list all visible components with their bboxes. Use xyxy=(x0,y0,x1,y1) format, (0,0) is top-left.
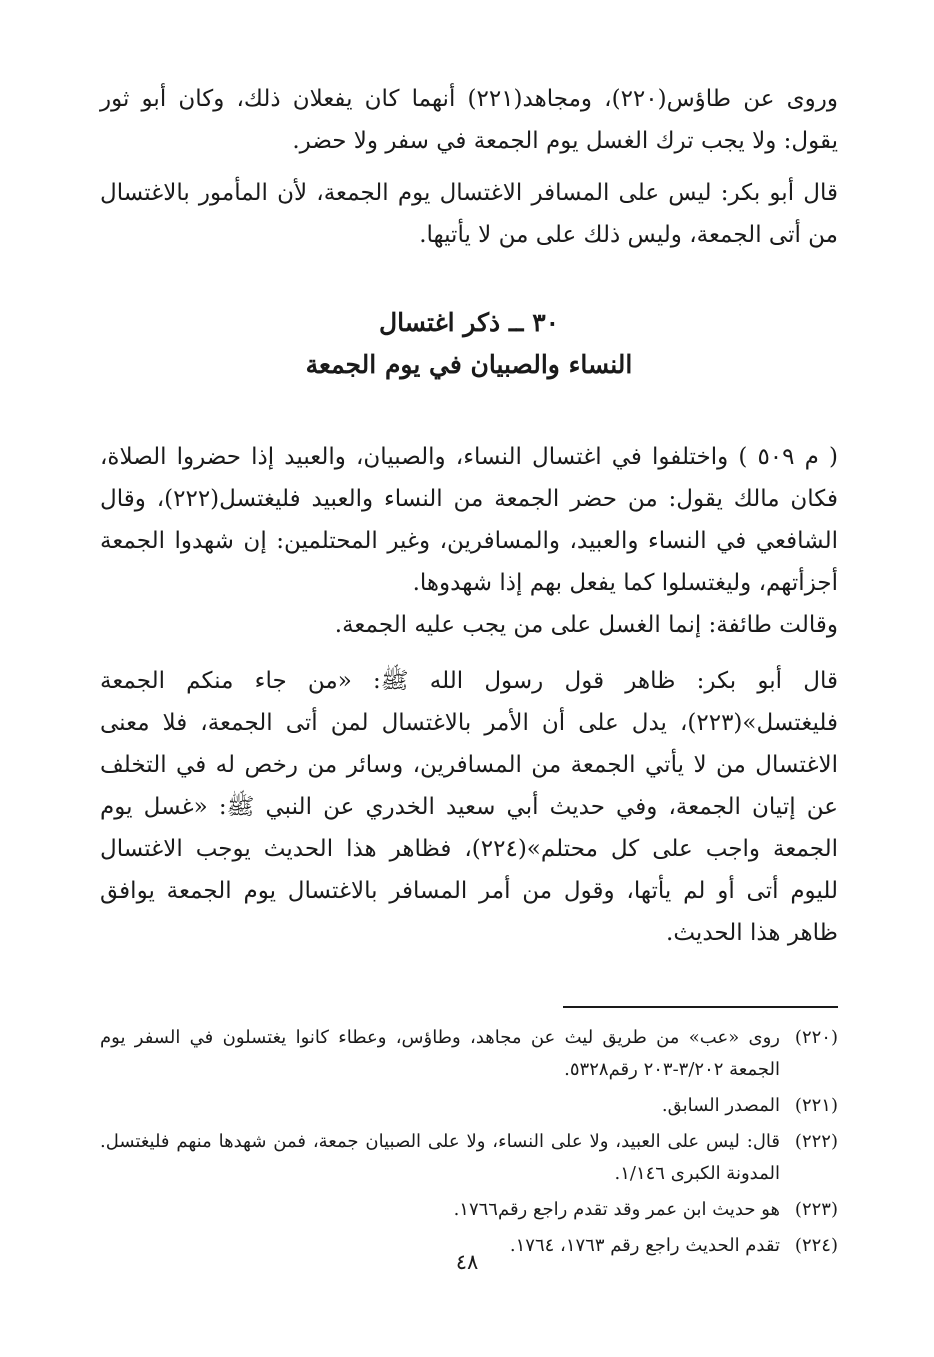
footnote-number: (٢٢٤) xyxy=(794,1235,838,1256)
footnote-item xyxy=(100,1194,838,1226)
footnote-text: تقدم الحديث راجع رقم ١٧٦٣، ١٧٦٤. xyxy=(509,1235,780,1256)
section-heading xyxy=(100,302,838,386)
footnote-number: (٢٢١) xyxy=(794,1095,838,1116)
footnote-number: (٢٢٠) xyxy=(794,1027,838,1048)
page-number: ٤٨ xyxy=(455,1250,479,1274)
footnote-item xyxy=(100,1022,838,1086)
footnote-text: روى «عب» من طريق ليث عن مجاهد، وطاؤس، وعطاء كانوا يغتسلون في السفر يوم الجمعة ٣/٢٠٢-٢٠٣ رقم٥٣٢٨. xyxy=(100,1027,780,1080)
section-heading-line-2: النساء والصبيان في يوم الجمعة xyxy=(305,350,633,379)
paragraph-ikhtilaf: ( م ٥٠٩ ) واختلفوا في اغتسال النساء، والصبيان، والعبيد إذا حضروا الصلاة، فكان مالك يقول: من حضر الجمعة من النساء والعبيد فليغتسل(٢٢٢)، وقال الشافعي في النساء والعبيد، والمسافرين، وغير المحتلمين: إن شهدوا الجمعة أجزأتهم، وليغتسلوا كما يفعل بهم إذا شهدوها. xyxy=(100,444,839,596)
footnote-divider xyxy=(563,1006,838,1008)
footnote-text: المصدر السابق. xyxy=(661,1095,780,1116)
section-body xyxy=(100,436,838,954)
footnote-item xyxy=(100,1126,838,1190)
document-page xyxy=(100,78,838,1357)
footnote-number: (٢٢٣) xyxy=(794,1199,838,1220)
footnote-number: (٢٢٢) xyxy=(794,1131,838,1152)
paragraph-taifa: وقالت طائفة: إنما الغسل على من يجب عليه الجمعة. xyxy=(334,612,838,638)
paragraph-tawus-mujahid: وروى عن طاؤس(٢٢٠)، ومجاهد(٢٢١) أنهما كان يفعلان ذلك، وكان أبو ثور يقول: ولا يجب ترك الغسل يوم الجمعة في سفر ولا حضر. xyxy=(100,86,838,154)
section-heading-line-1: ٣٠ ــ ذكر اغتسال xyxy=(378,308,560,337)
paragraph-abu-bakr-traveler: قال أبو بكر: ليس على المسافر الاغتسال يوم الجمعة، لأن المأمور بالاغتسال من أتى الجمعة، وليس ذلك على من لا يأتيها. xyxy=(100,180,838,248)
paragraph-abu-bakr-hadith: قال أبو بكر: ظاهر قول رسول الله ﷺ: «من جاء منكم الجمعة فليغتسل»(٢٢٣)، يدل على أن الأمر بالاغتسال لمن أتى الجمعة، فلا معنى الاغتسال من لا يأتي الجمعة من المسافرين، وسائر من رخص له في التخلف عن إتيان الجمعة، وفي حديث أبي سعيد الخدري عن النبي ﷺ: «غسل يوم الجمعة واجب على كل محتلم»(٢٢٤)، فظاهر هذا الحديث يوجب الاغتسال لليوم أتى أو لم يأتها، وقول من أمر المسافر بالاغتسال يوم الجمعة يوافق ظاهر هذا الحديث. xyxy=(100,668,838,946)
footnotes-list xyxy=(100,1022,838,1262)
footnote-item xyxy=(100,1090,838,1122)
footnote-text: قال: ليس على العبيد، ولا على النساء، ولا على الصبيان جمعة، فمن شهدها منهم فليغتسل. المدونة الكبرى ١/١٤٦. xyxy=(100,1131,780,1184)
footnote-text: هو حديث ابن عمر وقد تقدم راجع رقم١٧٦٦. xyxy=(453,1199,780,1220)
